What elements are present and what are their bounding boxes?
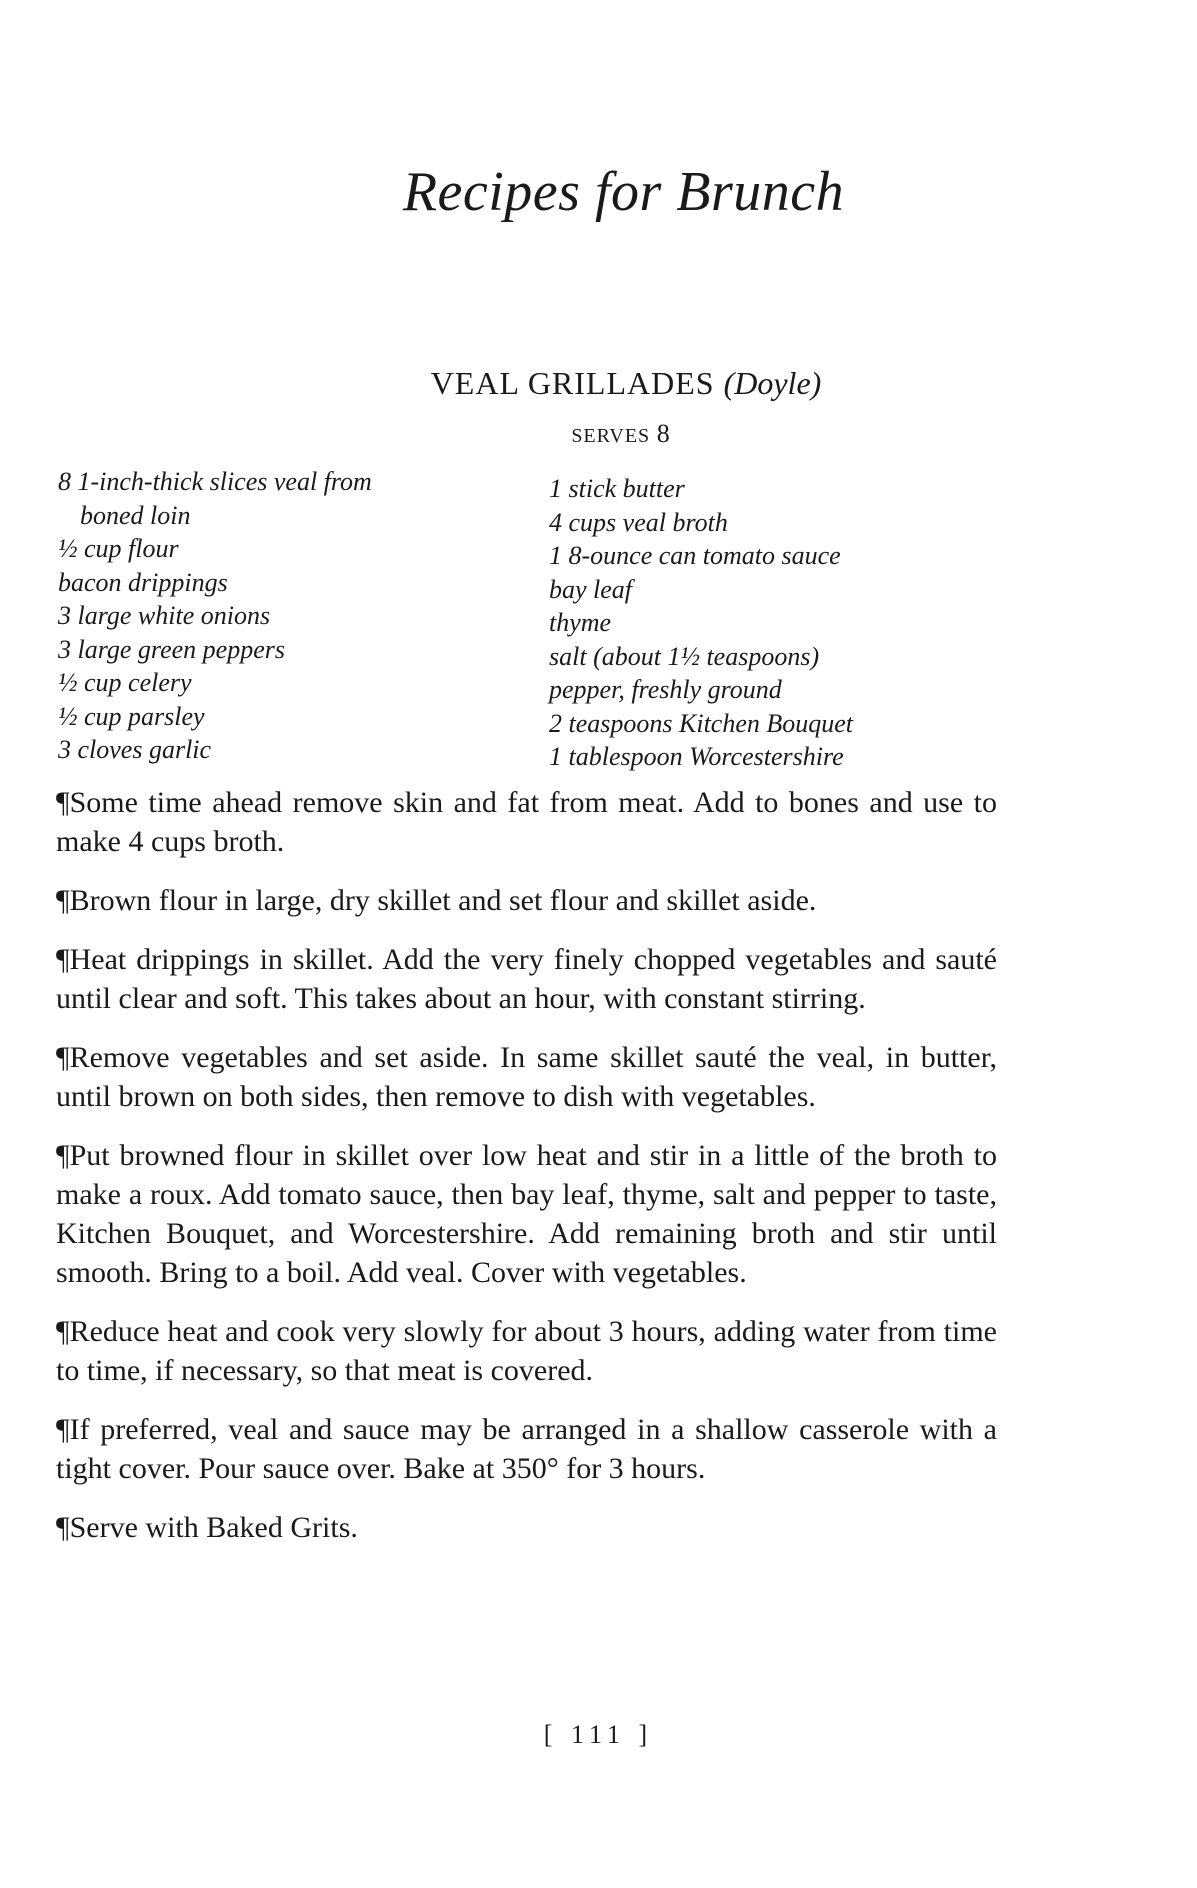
recipe-name: VEAL GRILLADES bbox=[430, 365, 715, 401]
step-text: Reduce heat and cook very slowly for about 3 hours, adding water from time to time, if necessary, so that meat is covered. bbox=[56, 1315, 997, 1387]
method-step bbox=[56, 1038, 997, 1116]
step-text: Serve with Baked Grits. bbox=[69, 1511, 358, 1544]
ingredient-item: thyme bbox=[549, 608, 612, 637]
ingredient-item: bay leaf bbox=[549, 574, 633, 604]
method-steps bbox=[56, 783, 997, 1567]
pilcrow-icon: ¶ bbox=[56, 1413, 70, 1446]
ingredient-item: 1 8-ounce can tomato sauce bbox=[549, 541, 841, 570]
ingredient-item: 4 cups veal broth bbox=[549, 507, 728, 537]
pilcrow-icon: ¶ bbox=[56, 1315, 70, 1348]
ingredient-item: ½ cup parsley bbox=[58, 701, 205, 731]
method-step bbox=[56, 1312, 997, 1390]
method-step bbox=[56, 1508, 997, 1547]
section-title: Recipes for Brunch bbox=[402, 161, 845, 223]
pilcrow-icon: ¶ bbox=[56, 943, 70, 976]
method-step bbox=[56, 881, 997, 920]
serves-label: SERVES bbox=[571, 425, 651, 447]
ingredient-item: bacon drippings bbox=[58, 567, 228, 597]
ingredient-item: 3 large white onions bbox=[58, 601, 271, 630]
ingredient-item: 1 stick butter bbox=[549, 474, 685, 503]
pilcrow-icon: ¶ bbox=[56, 1139, 70, 1172]
ingredient-item: ½ cup flour bbox=[58, 534, 179, 563]
pilcrow-icon: ¶ bbox=[56, 1511, 70, 1544]
recipe-author: (Doyle) bbox=[723, 365, 822, 401]
step-text: Heat drippings in skillet. Add the very finely chopped vegetables and sauté until clear and soft. This takes about an hour, with constant stirring. bbox=[56, 943, 997, 1015]
step-text: Remove vegetables and set aside. In same skillet sauté the veal, in butter, until brown on both sides, then remove to dish with vegetables. bbox=[56, 1041, 997, 1113]
method-step bbox=[56, 1410, 997, 1488]
step-text: If preferred, veal and sauce may be arranged in a shallow casserole with a tight cover. Pour sauce over. Bake at 350° for 3 hours. bbox=[56, 1413, 997, 1485]
recipe-title bbox=[0, 365, 1197, 402]
ingredient-item: salt (about 1½ teaspoons) bbox=[549, 641, 820, 671]
page-number: [ 111 ] bbox=[543, 1720, 654, 1749]
pilcrow-icon: ¶ bbox=[56, 786, 70, 819]
ingredient-item: 3 large green peppers bbox=[58, 634, 285, 664]
serves-line bbox=[0, 419, 1197, 449]
ingredient-item: 8 1-inch-thick slices veal from bbox=[58, 467, 372, 496]
step-text: Put browned flour in skillet over low heat and stir in a little of the broth to make a roux. Add tomato sauce, then bay leaf, thyme, salt and pepper to taste, Kitchen Bouquet, and Worcestershire. Add remaining broth and stir until smooth. Bring to a boil. Add veal. Cover with vegetables. bbox=[56, 1139, 997, 1289]
method-step bbox=[56, 783, 997, 861]
pilcrow-icon: ¶ bbox=[56, 884, 70, 917]
ingredient-item: pepper, freshly ground bbox=[549, 675, 782, 704]
serves-count: 8 bbox=[656, 419, 671, 448]
step-text: Some time ahead remove skin and fat from meat. Add to bones and use to make 4 cups broth. bbox=[56, 786, 997, 858]
method-step bbox=[56, 940, 997, 1018]
step-text: Brown flour in large, dry skillet and set flour and skillet aside. bbox=[69, 884, 817, 917]
ingredients-right-column bbox=[549, 472, 1009, 774]
ingredient-item: 1 tablespoon Worcestershire bbox=[549, 742, 844, 771]
ingredients-left-column bbox=[58, 465, 498, 767]
ingredient-item: ½ cup celery bbox=[58, 668, 192, 697]
ingredient-item: boned loin bbox=[80, 500, 191, 530]
ingredient-item: 2 teaspoons Kitchen Bouquet bbox=[549, 708, 854, 738]
method-step bbox=[56, 1136, 997, 1292]
ingredient-item: 3 cloves garlic bbox=[58, 735, 212, 764]
pilcrow-icon: ¶ bbox=[56, 1041, 70, 1074]
